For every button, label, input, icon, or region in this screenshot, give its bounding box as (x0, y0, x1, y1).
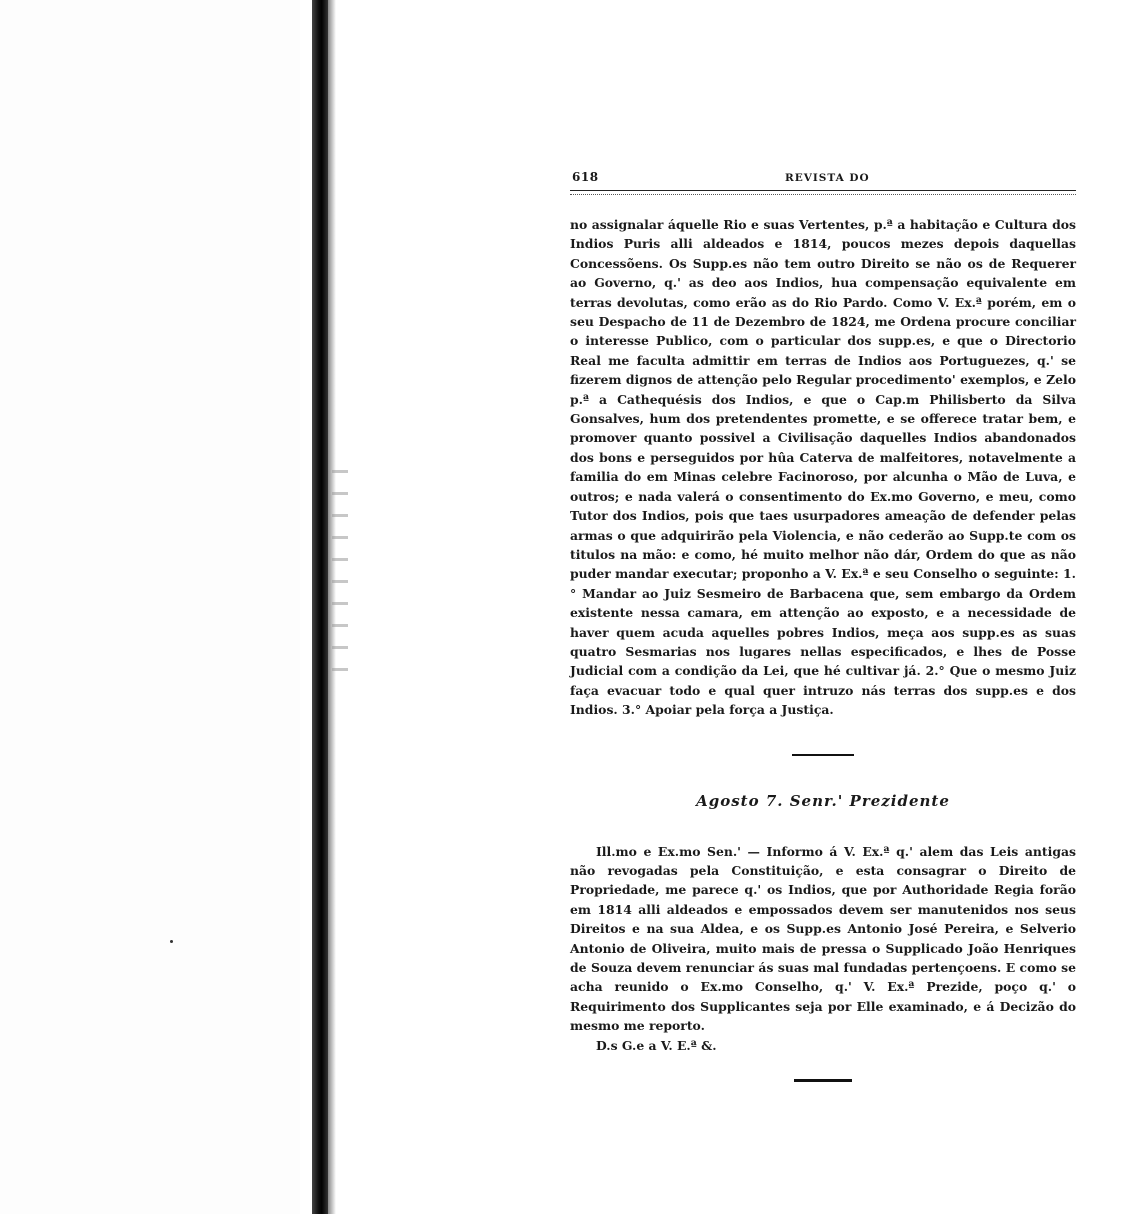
body-paragraph-1: no assignalar áquelle Rio e suas Vertentes, p.ª a habitação e Cultura dos Indios Puris alli aldeados e 1814, poucos mezes depois daquellas Concessõens. Os Supp.es não tem outro Direito se não os de Requerer ao Governo, q.' as deo aos Indios, hua compensação equivalente em terras devolutas, como erão as do Rio Pardo. Como V. Ex.ª porém, em o seu Despacho de 11 de Dezembro de 1824, me Ordena procure conciliar o interesse Publico, com o particular dos supp.es, e que o Directorio Real me faculta admittir em terras de Indios aos Portuguezes, q.' se fizerem dignos de attenção pelo Regular procedimento' exemplos, e Zelo p.ª a Cathequésis dos Indios, e que o Cap.m Philisberto da Silva Gonsalves, hum dos pretendentes promette, e se offerece tratar bem, e promover quanto possivel a Civilisação daquelles Indios abandonados dos bons e perseguidos por hûa Caterva de malfeitores, notavelmente a familia do em Minas celebre Facinoroso, por alcunha o Mão de Luva, e outros; e nada valerá o consentimento do Ex.mo Governo, e meu, como Tutor dos Indios, pois que taes usurpadores ameação de defender pelas armas o que adquirirão pela Violencia, e não cederão ao Supp.te com os titulos na mão: e como, hé muito melhor não dár, Ordem do que as não puder mandar executar; proponho a V. Ex.ª e seu Conselho o seguinte: 1.° Mandar ao Juiz Sesmeiro de Barbacena que, sem embargo da Ordem existente nessa camara, em attenção ao exposto, e a necessidade de haver quem acuda aquelles pobres Indios, meça aos supp.es as suas quatro Sesmarias nos lugares nellas especificados, e lhes de Posse Judicial com a condição da Lei, que hé cultivar já. 2.° Que o mesmo Juiz faça evacuar todo e qual quer intruzo nás terras dos supp.es e dos Indios. 3.° Apoiar pela força a Justiça. (570, 217, 1076, 718)
closing-formula: D.s G.e a V. E.ª &. (596, 1037, 717, 1053)
book-spine-shadow (312, 0, 328, 1214)
book-page (570, 168, 1076, 1082)
section-divider (792, 754, 854, 756)
paper-speck (170, 940, 173, 943)
page-number: 618 (572, 170, 599, 184)
body-paragraph-2: Ill.mo e Ex.mo Sen.' — Informo á V. Ex.ª q.' alem das Leis antigas não revogadas pela Constituição, e esta consagrar o Direito de Propriedade, me parece q.' os Indios, que por Authoridade Regia forão em 1814 alli aldeados e empossados devem ser manutenidos nos seus Direitos e na sua Aldea, e os Supp.es Antonio José Pereira, e Selverio Antonio de Oliveira, muito mais de pressa o Supplicado João Henriques de Souza devem renunciar ás suas mal fundadas pertençoens. E como se acha reunido o Ex.mo Conselho, q.' V. Ex.ª Prezide, poço q.' o Requirimento dos Supplicantes seja por Elle examinado, e á Decizão do mesmo me reporto. (570, 843, 1076, 1034)
header-rule (570, 190, 1076, 195)
show-through-marks (332, 470, 348, 690)
running-title: REVISTA DO (785, 172, 870, 184)
page-header (570, 168, 1076, 190)
end-divider (794, 1079, 852, 1082)
facing-page-margin (0, 0, 300, 1214)
section-heading: Agosto 7. Senr.' Prezidente (696, 791, 950, 810)
